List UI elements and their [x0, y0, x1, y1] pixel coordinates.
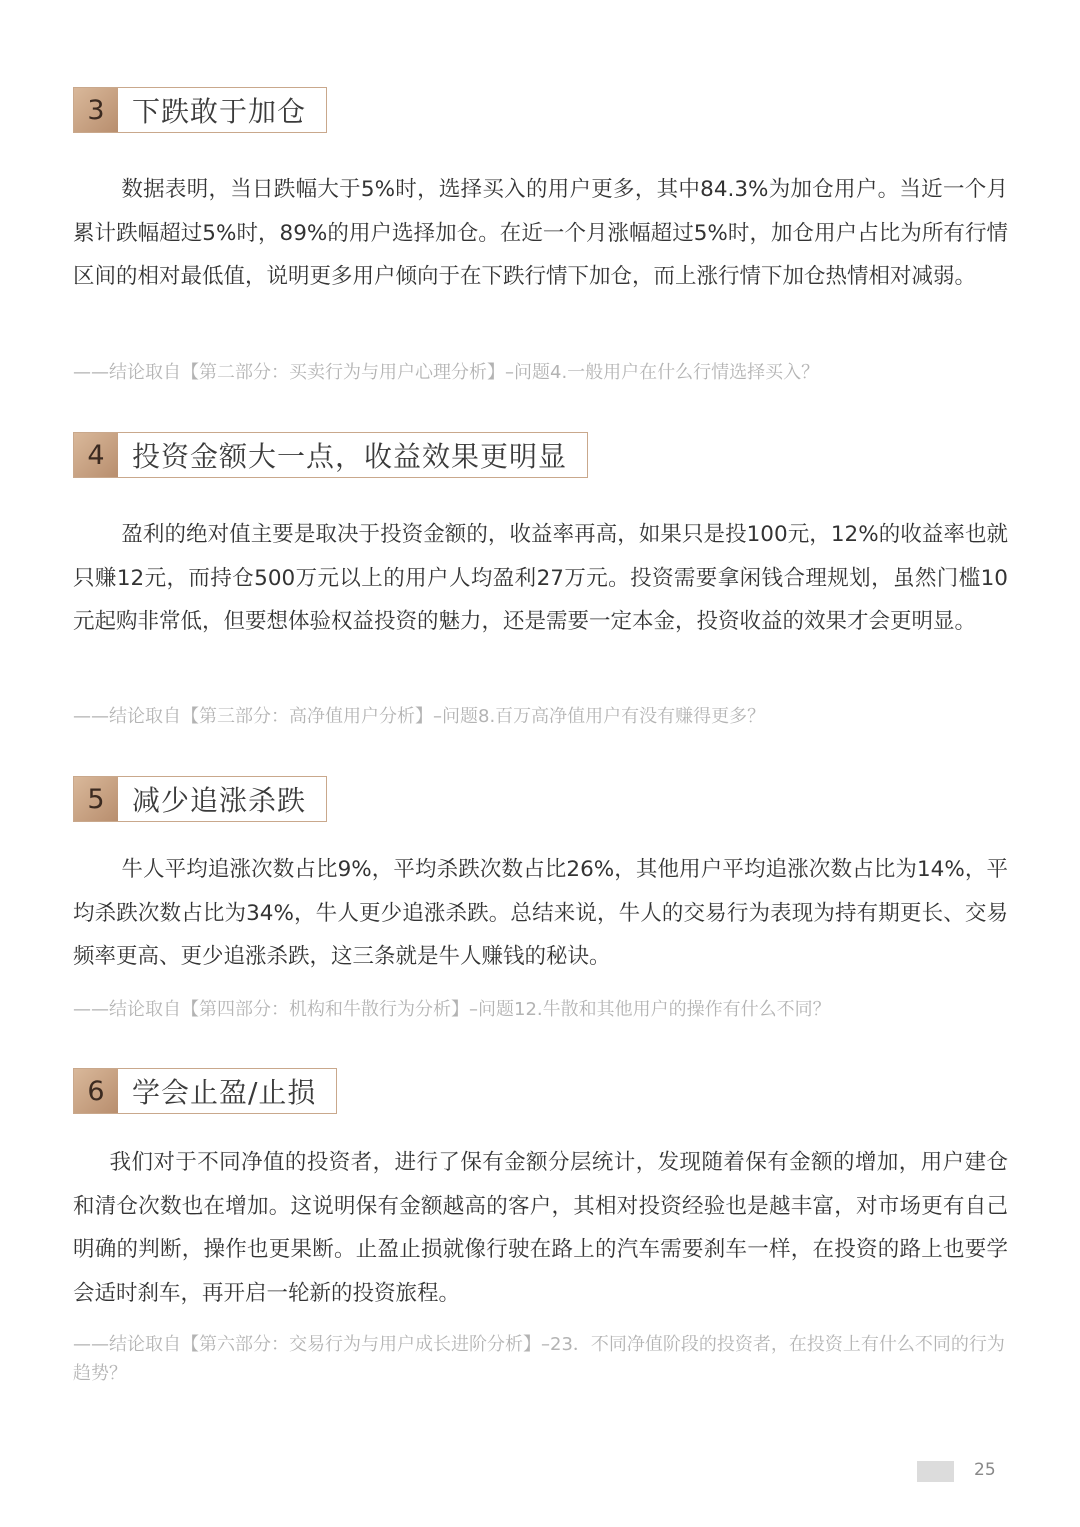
section-5-header [73, 776, 327, 822]
section-3-body: 数据表明，当日跌幅大于5%时，选择买入的用户更多，其中84.3%为加仓用户。当近一个月累计跌幅超过5%时，89%的用户选择加仓。在近一个月涨幅超过5%时，加仓用户占比为所有行情区间的相对最低值，说明更多用户倾向于在下跌行情下加仓，而上涨行情下加仓热情相对减弱。 [73, 177, 1008, 289]
section-number-badge: 4 [74, 433, 118, 477]
section-3-header [73, 87, 327, 133]
section-4-source: ——结论取自【第三部分：高净值用户分析】–问题8.百万高净值用户有没有赚得更多？ [73, 706, 766, 727]
section-5-source: ——结论取自【第四部分：机构和牛散行为分析】–问题12.牛散和其他用户的操作有什么不同？ [73, 999, 831, 1020]
section-number-badge: 6 [74, 1069, 118, 1113]
section-5-body: 牛人平均追涨次数占比9%，平均杀跌次数占比26%，其他用户平均追涨次数占比为14%，平均杀跌次数占比为34%，牛人更少追涨杀跌。总结来说，牛人的交易行为表现为持有期更长、交易频率更高、更少追涨杀跌，这三条就是牛人赚钱的秘诀。 [73, 857, 1008, 969]
section-title: 投资金额大一点，收益效果更明显 [132, 440, 568, 473]
section-4-body: 盈利的绝对值主要是取决于投资金额的，收益率再高，如果只是投100元，12%的收益率也就只赚12元，而持仓500万元以上的用户人均盈利27万元。投资需要拿闲钱合理规划，虽然门槛10元起购非常低，但要想体验权益投资的魅力，还是需要一定本金，投资收益的效果才会更明显。 [73, 522, 1008, 634]
section-title: 减少追涨杀跌 [132, 784, 307, 817]
page-marker-bar [917, 1461, 954, 1482]
section-4-header [73, 432, 588, 478]
section-6-header [73, 1068, 337, 1114]
section-title: 下跌敢于加仓 [132, 95, 307, 128]
section-6-source: ——结论取自【第六部分：交易行为与用户成长进阶分析】–23．不同净值阶段的投资者，在投资上有什么不同的行为趋势？ [73, 1334, 1005, 1384]
section-6-body: 我们对于不同净值的投资者，进行了保有金额分层统计，发现随着保有金额的增加，用户建仓和清仓次数也在增加。这说明保有金额越高的客户，其相对投资经验也是越丰富，对市场更有自己明确的判断，操作也更果断。止盈止损就像行驶在路上的汽车需要刹车一样，在投资的路上也要学会适时刹车，再开启一轮新的投资旅程。 [73, 1150, 1008, 1306]
section-number-badge: 3 [74, 88, 118, 132]
page-number: 25 [974, 1460, 996, 1480]
section-3-source: ——结论取自【第二部分：买卖行为与用户心理分析】–问题4.一般用户在什么行情选择买入？ [73, 362, 820, 383]
section-title: 学会止盈/止损 [132, 1076, 317, 1109]
section-number-badge: 5 [74, 777, 118, 821]
